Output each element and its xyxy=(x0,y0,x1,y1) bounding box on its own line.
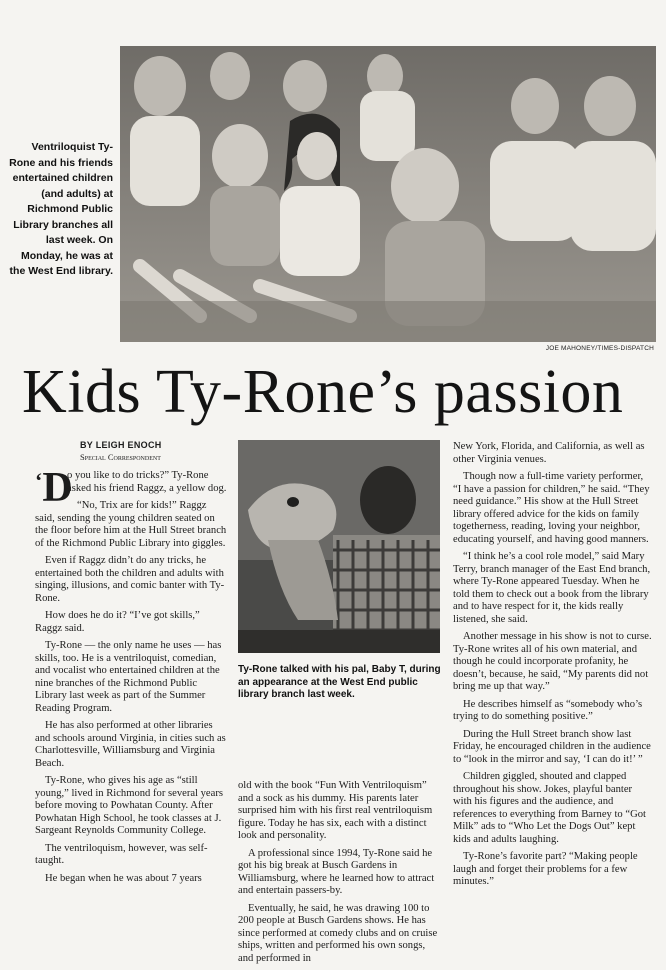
paragraph: He has also performed at other libraries and schools around Virginia, in cities such as Charlottesville, Williamsburg and Virginia Beach. xyxy=(35,720,226,769)
byline-role: Special Correspondent xyxy=(80,452,161,462)
paragraph: The ventriloquism, however, was self-taught. xyxy=(35,842,208,866)
drop-cap-quote: ‘ xyxy=(35,468,43,493)
paragraph: He describes himself as “somebody who’s trying to do something positive.” xyxy=(453,698,643,722)
paragraph: Ty-Rone’s favorite part? “Making people laugh and forget their problems for a few minutes.” xyxy=(453,851,638,887)
byline-author: BY LEIGH ENOCH xyxy=(80,440,162,450)
paragraph: old with the book “Fun With Ventriloquism” and a sock as his dummy. His parents later surprised him with his first real ventriloquism figure. Today he has six, each with a distinct look and personality. xyxy=(238,780,433,841)
ventriloquist-photo xyxy=(238,440,440,653)
paragraph: Eventually, he said, he was drawing 100 to 200 people at Busch Gardens shows. He has since performed at comedy clubs and on cruise ships, written and performed his own songs, and performed in xyxy=(238,902,438,964)
paragraph: He began when he was about 7 years xyxy=(45,872,202,884)
paragraph: “I think he’s a cool role model,” said Mary Terry, branch manager of the East End branch, where Ty-Rone appeared Tuesday. When he told them to check out a book from the library and to have respect for it, the kids really listened, she said. xyxy=(453,551,651,625)
paragraph: A professional since 1994, Ty-Rone said he got his big break at Busch Gardens in Williamsburg, where he learned how to attract and entertain passers-by. xyxy=(238,847,435,896)
top-photo-caption: Ventriloquist Ty-Rone and his friends entertained children (and adults) at Richmond Public Library branches all last week. On Monday, he was at the West End library. xyxy=(9,141,113,277)
paragraph: Even if Raggz didn’t do any tricks, he entertained both the children and adults with singing, illusions, and comic banter with Ty-Rone. xyxy=(35,555,225,604)
paragraph: Though now a full-time variety performer, “I have a passion for children,” he said. “They need guidance.” His show at the Hull Street library offered advice for the kids on family togetherness, reading, loving your neighbor, educating yourself, and having good manners. xyxy=(453,471,650,545)
paragraph: How does he do it? “I’ve got skills,” Raggz said. xyxy=(35,610,200,634)
photo-credit: JOE MAHONEY/TIMES-DISPATCH xyxy=(545,345,654,352)
paragraph: Ty-Rone — the only name he uses — has skills, too. He is a ventriloquist, comedian, and vocalist who entertained children at the nine branches of the Richmond Public Library last week as part of the Summer Reading Program. xyxy=(35,640,222,714)
paragraph: New York, Florida, and California, as well as other Virginia venues. xyxy=(453,441,645,465)
paragraph: Children giggled, shouted and clapped throughout his show. Jokes, playful banter with his figures and the audience, and references to everything from Barney to “Got Milk” ads to “Who Let the Dogs Out” kept kids and adults laughing. xyxy=(453,771,646,845)
mid-photo-caption: Ty-Rone talked with his pal, Baby T, during an appearance at the West End public library branch last week. xyxy=(238,664,441,700)
article-column-3 xyxy=(453,441,653,894)
paragraph: o you like to do tricks?” Ty-Rone asked his friend Raggz, a yellow dog. xyxy=(67,470,227,494)
paragraph: “No, Trix are for kids!” Raggz said, sending the young children seated on the floor before him at the Hull Street branch of the Richmond Public Library into giggles. xyxy=(35,500,227,549)
drop-cap-letter: D xyxy=(42,465,73,511)
article-column-1 xyxy=(35,465,227,890)
paragraph: Another message in his show is not to curse. Ty-Rone writes all of his own material, and though he could incorporate profanity, he doesn’t, because, he said, “My parents did not bring me up that way.” xyxy=(453,631,652,692)
byline xyxy=(80,440,230,462)
paragraph: During the Hull Street branch show last Friday, he encouraged children in the audience to “look in the mirror and say, ‘I can do it!’ ” xyxy=(453,728,651,765)
children-audience-photo xyxy=(120,46,656,342)
headline: Kids Ty-Rone’s passion xyxy=(22,358,624,426)
drop-cap xyxy=(35,465,73,511)
paragraph: Ty-Rone, who gives his age as “still young,” lived in Richmond for several years before moving to Powhatan County. After Powhatan High School, he took classes at J. Sargeant Reynolds Community College. xyxy=(35,775,223,836)
lead-paragraph-wrap xyxy=(35,465,227,511)
